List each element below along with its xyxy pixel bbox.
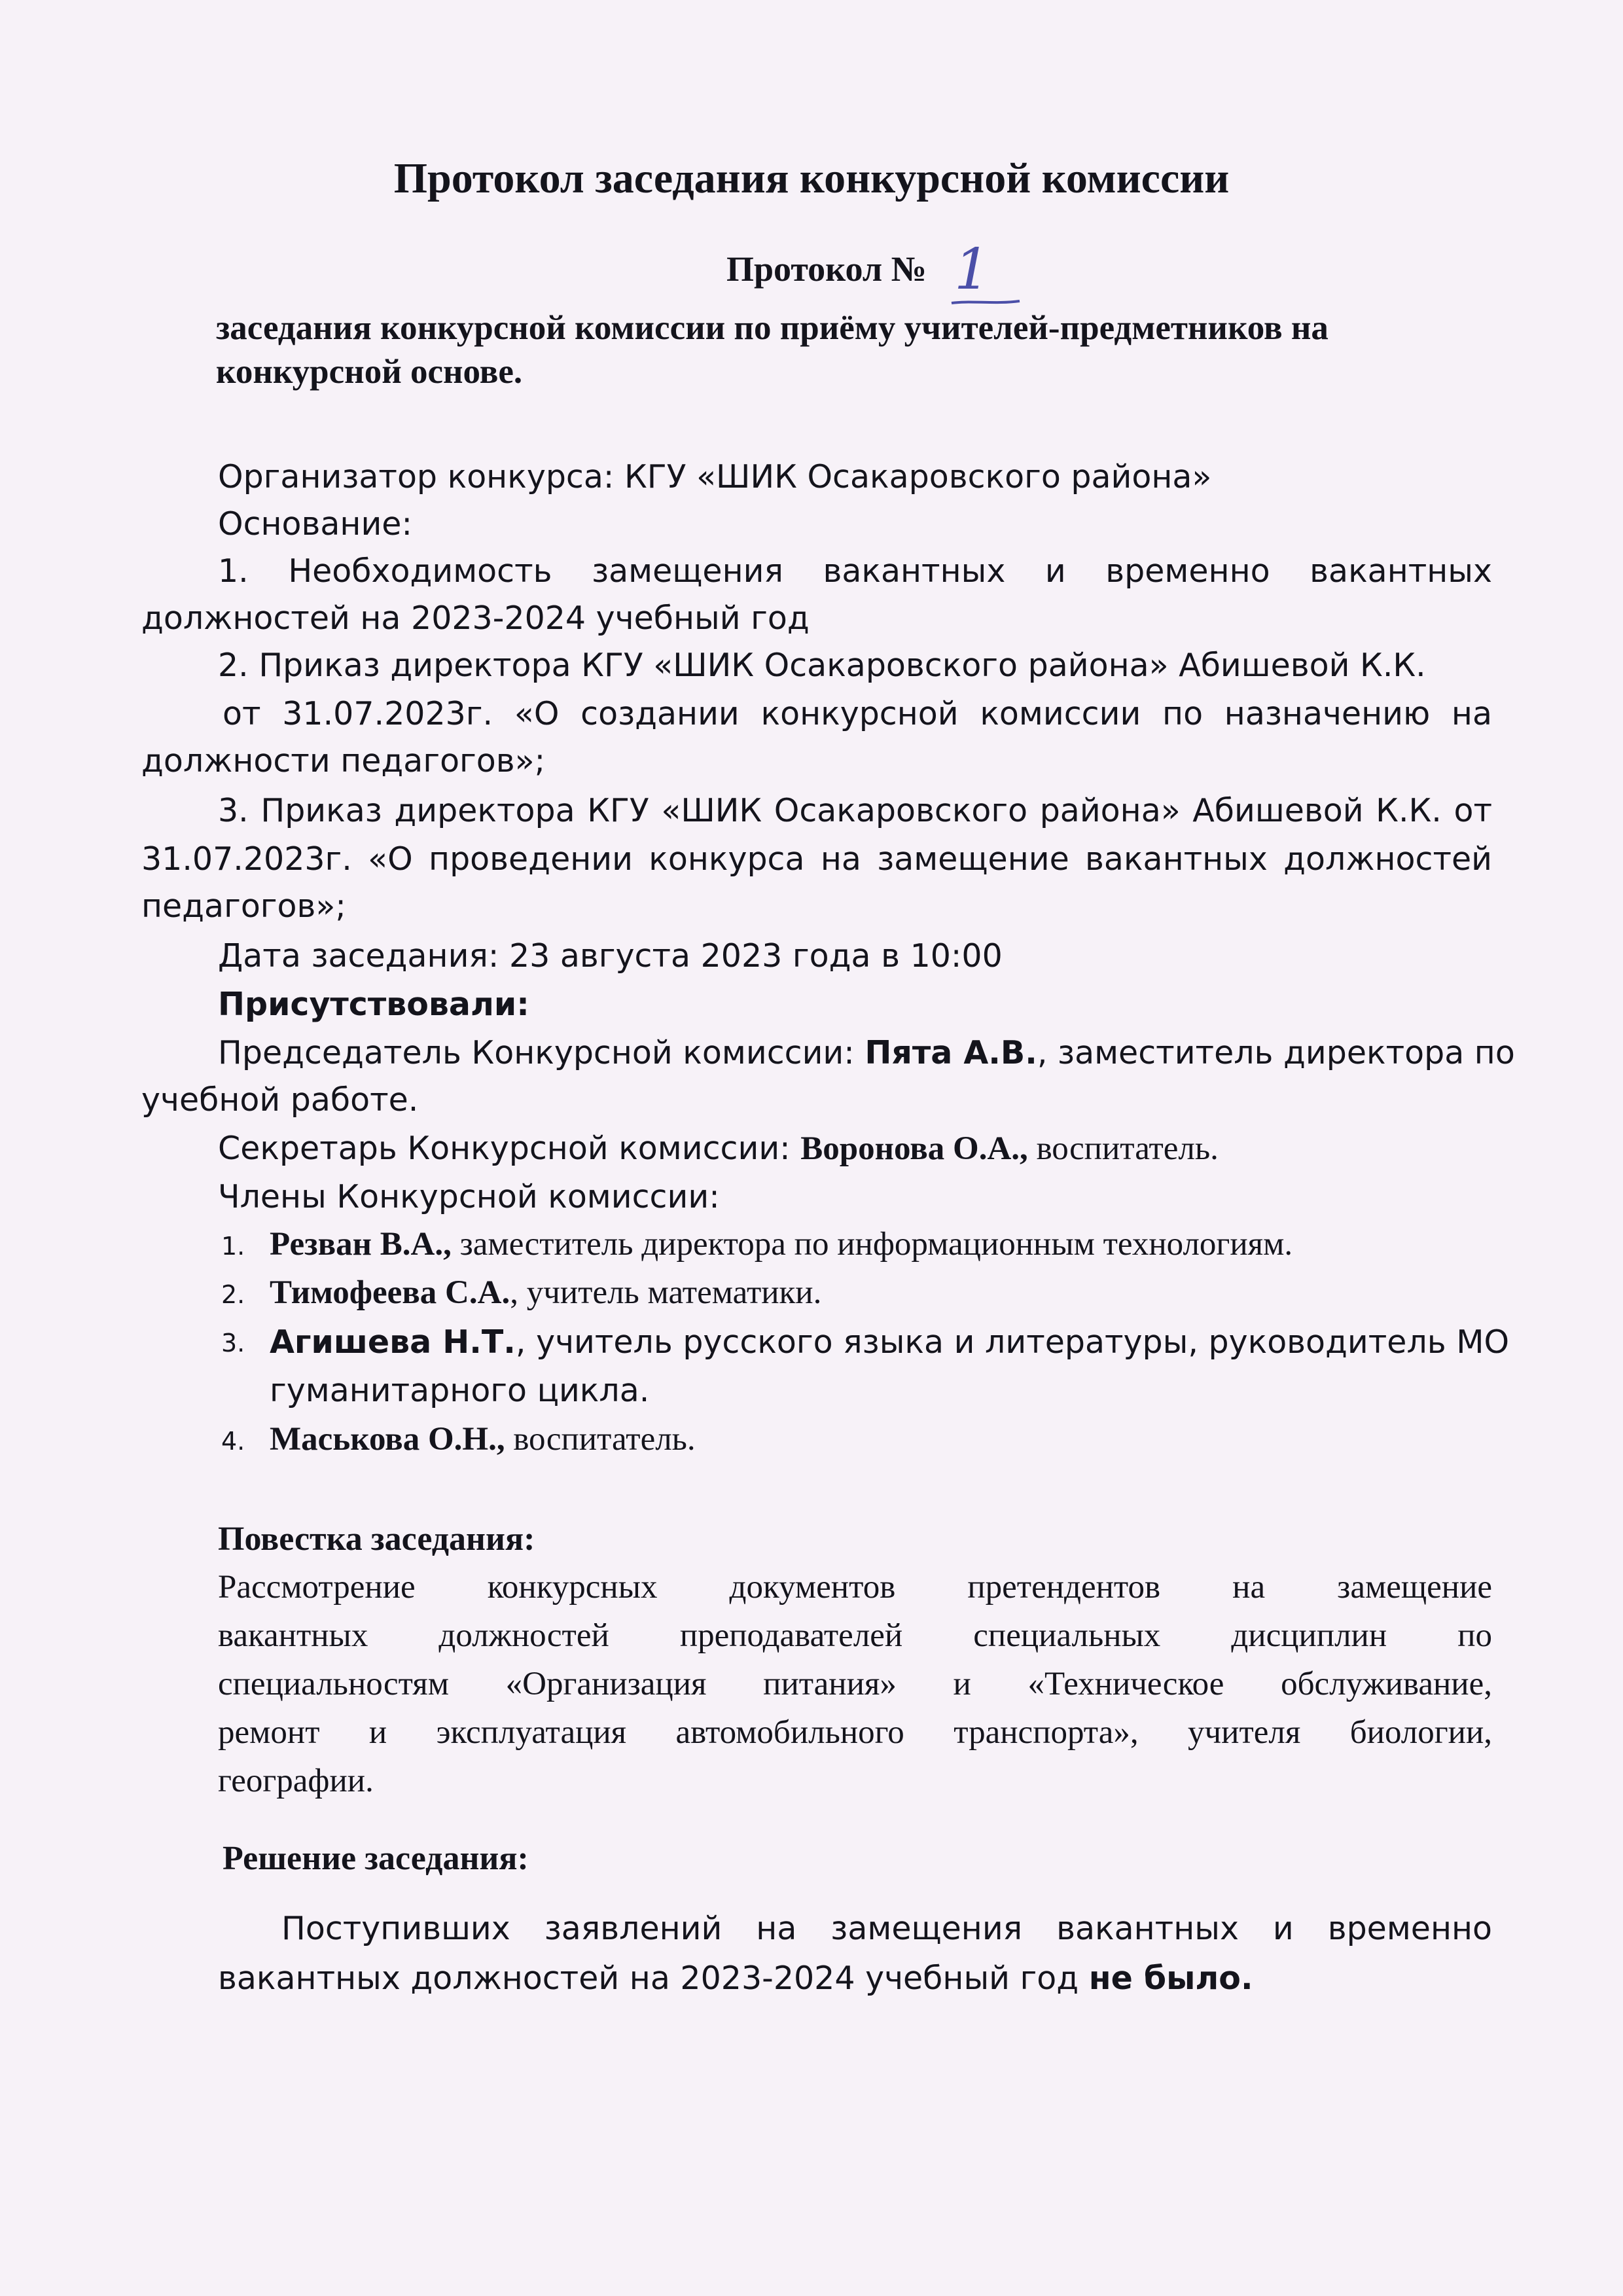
agenda-line: специальностям «Организация питания» и «Техническое обслуживание, xyxy=(218,1666,1492,1702)
basis-label: Основание: xyxy=(218,505,412,543)
basis-item-2-cont: от 31.07.2023г. «О создании конкурсной комиссии по назначению на xyxy=(223,695,1492,732)
chair-line: Председатель Конкурсной комиссии: Пята А.В., заместитель директора по xyxy=(218,1034,1515,1071)
decision-line-cont: вакантных должностей на 2023-2024 учебный год не было. xyxy=(218,1960,1253,1997)
decision-heading: Решение заседания: xyxy=(223,1840,529,1877)
handwritten-protocol-number: 1 xyxy=(954,237,990,302)
basis-item-2-cont2: должности педагогов»; xyxy=(141,742,546,780)
member-4: Маськова О.Н., воспитатель. xyxy=(270,1421,696,1458)
secretary-name: Воронова О.А., xyxy=(800,1130,1028,1167)
member-3-cont: гуманитарного цикла. xyxy=(270,1372,650,1409)
member-number: 1. xyxy=(221,1232,245,1261)
document-title: Протокол заседания конкурсной комиссии xyxy=(393,154,1230,202)
member-number: 3. xyxy=(221,1329,245,1357)
secretary-line: Секретарь Конкурсной комиссии: Воронова О.А., воспитатель. xyxy=(218,1130,1219,1167)
basis-item-3-cont2: педагогов»; xyxy=(141,888,346,925)
decision-line: Поступивших заявлений на замещения вакантных и временно xyxy=(281,1910,1492,1947)
chair-line-cont: учебной работе. xyxy=(141,1081,419,1119)
basis-item-2: 2. Приказ директора КГУ «ШИК Осакаровского района» Абишевой К.К. xyxy=(218,647,1426,684)
decision-result: не было. xyxy=(1088,1960,1253,1997)
protocol-number-label: Протокол № xyxy=(726,249,927,289)
document-subtitle: заседания конкурсной комиссии по приёму учителей-предметников на конкурсной основе. xyxy=(216,309,1329,391)
members-label: Члены Конкурсной комиссии: xyxy=(218,1178,720,1215)
member-number: 4. xyxy=(221,1427,245,1456)
member-1: Резван В.А., заместитель директора по информационным технологиям. xyxy=(270,1226,1293,1263)
agenda-line: Рассмотрение конкурсных документов претендентов на замещение xyxy=(218,1569,1492,1605)
member-number: 2. xyxy=(221,1280,245,1309)
basis-item-1-cont: должностей на 2023-2024 учебный год xyxy=(141,600,810,637)
organizer-line: Организатор конкурса: КГУ «ШИК Осакаровского района» xyxy=(218,458,1212,495)
basis-item-1: 1. Необходимость замещения вакантных и временно вакантных xyxy=(218,552,1492,590)
chair-name: Пята А.В. xyxy=(865,1034,1037,1071)
agenda-heading: Повестка заседания: xyxy=(218,1520,535,1558)
handwritten-underline xyxy=(950,298,1022,307)
basis-item-3-cont: 31.07.2023г. «О проведении конкурса на замещение вакантных должностей xyxy=(141,840,1492,878)
agenda-line: вакантных должностей преподавателей специальных дисциплин по xyxy=(218,1617,1492,1654)
member-2: Тимофеева С.А., учитель математики. xyxy=(270,1274,822,1311)
present-label: Присутствовали: xyxy=(218,986,529,1023)
agenda-line: географии. xyxy=(218,1763,374,1799)
member-3: Агишева Н.Т., учитель русского языка и литературы, руководитель МО xyxy=(270,1323,1510,1361)
basis-item-3: 3. Приказ директора КГУ «ШИК Осакаровского района» Абишевой К.К. от xyxy=(218,792,1492,829)
meeting-date: Дата заседания: 23 августа 2023 года в 10:00 xyxy=(218,937,1003,975)
agenda-line: ремонт и эксплуатация автомобильного транспорта», учителя биологии, xyxy=(218,1714,1492,1751)
